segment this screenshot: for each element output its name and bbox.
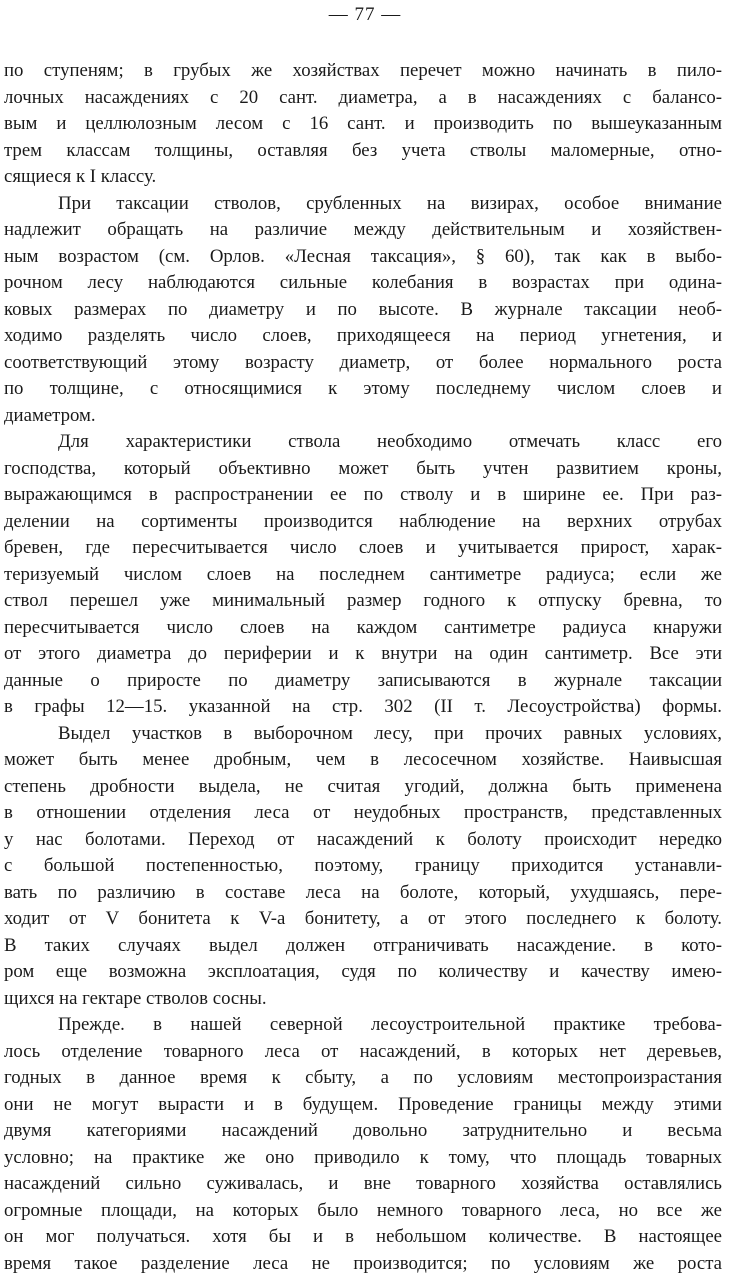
text-line: они не могут вырасти и в будущем. Проведение границы между этими [4, 1093, 722, 1115]
text-line: бревен, где пересчитывается число слоев и учитывается прирост, харак- [4, 537, 722, 558]
text-line: пересчитывается число слоев на каждом сантиметре радиуса кнаружи [4, 616, 722, 638]
text-line: соответствующий этому возрасту диаметр, от более нормального роста [4, 351, 722, 373]
text-line: При таксации стволов, срубленных на визирах, особое внимание [58, 192, 722, 214]
text-line: данные о приросте по диаметру записываются в журнале таксации [4, 669, 722, 691]
text-line: ходит от V бонитета к V-а бонитету, а от этого последнего к болоту. [4, 908, 722, 929]
text-line: годных в данное время к сбыту, а по условиям местопроизрастания [4, 1067, 722, 1088]
text-line: в отношении отделения леса от неудобных пространств, представленных [4, 802, 722, 823]
text-line: лось отделение товарного леса от насаждений, в которых нет деревьев, [4, 1040, 722, 1062]
text-line: насаждений сильно суживалась, и вне товарного хозяйства оставлялись [4, 1173, 722, 1194]
text-line: лочных насаждениях с 20 сант. диаметра, а в насаждениях с балансо- [4, 86, 722, 108]
text-line: у нас болотами. Переход от насаждений к болоту происходит нередко [4, 828, 722, 850]
text-line: может быть менее дробным, чем в лесосечном хозяйстве. Наивысшая [4, 749, 722, 770]
text-line: ным возрастом (см. Орлов. «Лесная таксация», § 60), так как в выбо- [4, 245, 722, 267]
text-line: В таких случаях выдел должен отграничивать насаждение. в кото- [4, 934, 722, 956]
text-line: щихся на гектаре стволов сосны. [4, 987, 267, 1009]
text-line: вать по различию в составе леса на болоте, который, ухудшаясь, пере- [4, 881, 722, 903]
text-line: по толщине, с относящимися к этому последнему числом слоев и [4, 378, 722, 399]
text-line: рочном лесу наблюдаются сильные колебания в возрастах при одина- [4, 272, 722, 293]
text-line: огромные площади, на которых было немного товарного леса, но все же [4, 1199, 722, 1221]
text-line: господства, который объективно может быть учтен развитием кроны, [4, 457, 722, 479]
text-line: ходимо разделять число слоев, приходящееся на период угнетения, и [4, 325, 722, 346]
text-line: сящиеся к I классу. [4, 166, 157, 187]
text-line: диаметром. [4, 404, 96, 426]
text-line: условно; на практике же оно приводило к тому, что площадь товарных [4, 1146, 722, 1168]
page-number: — 77 — [328, 4, 402, 25]
text-line: вым и целлюлозным лесом с 16 сант. и производить по вышеуказанным [4, 113, 722, 134]
text-line: в графы 12—15. указанной на стр. 302 (II т. Лесоустройства) формы. [4, 696, 722, 717]
text-line: двумя категориями насаждений довольно затруднительно и весьма [4, 1120, 722, 1141]
text-line: время такое разделение леса не производится; по условиям же роста [4, 1252, 722, 1274]
text-line: он мог получаться. хотя бы и в небольшом количестве. В настоящее [4, 1226, 722, 1247]
text-line: ром еще возможна эксплоатация, судя по количеству и качеству имею- [4, 961, 722, 982]
text-line: ковых размерах по диаметру и по высоте. В журнале таксации необ- [4, 298, 722, 320]
text-line: ствол перешел уже минимальный размер годного к отпуску бревна, то [4, 590, 722, 611]
text-line: выражающимся в распространении ее по стволу и в ширине ее. При раз- [4, 484, 722, 505]
text-line: по ступеням; в грубых же хозяйствах перечет можно начинать в пило- [4, 60, 722, 81]
text-line: с большой постепенностью, поэтому, границу приходится устанавли- [4, 855, 722, 876]
text-line: теризуемый числом слоев на последнем сантиметре радиуса; если же [4, 563, 722, 585]
text-line: Для характеристики ствола необходимо отмечать класс его [58, 431, 722, 452]
text-line: степень дробности выдела, не считая угодий, должна быть применена [4, 775, 722, 797]
text-line: делении на сортименты производится наблюдение на верхних отрубах [4, 510, 722, 532]
text-line: от этого диаметра до периферии и к внутри на один сантиметр. Все эти [4, 643, 722, 664]
text-line: Прежде. в нашей северной лесоустроительной практике требова- [58, 1014, 722, 1035]
text-line: трем классам толщины, оставляя без учета стволы маломерные, отно- [4, 139, 722, 161]
text-line: Выдел участков в выборочном лесу, при прочих равных условиях, [58, 722, 722, 744]
text-line: надлежит обращать на различие между действительным и хозяйствен- [4, 219, 722, 240]
